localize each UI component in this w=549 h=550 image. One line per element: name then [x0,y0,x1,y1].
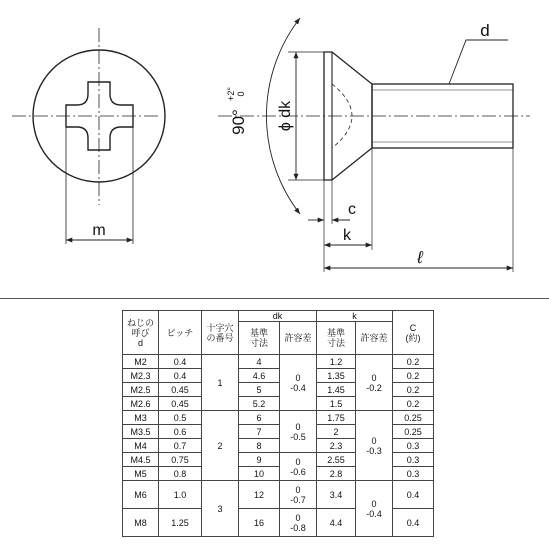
cell-name: M2.6 [123,397,159,411]
cell-dk: 7 [239,425,280,439]
dim-label-k: k [343,227,351,244]
header-dk-basic: 基準 寸法 [239,322,280,355]
cell-k-tol: 0 -0.4 [356,481,393,537]
cell-dk: 16 [239,509,280,537]
cell-c: 0.3 [393,439,434,453]
cell-k: 2.8 [317,467,356,481]
cell-dk: 4 [239,355,280,369]
cell-k: 1.45 [317,383,356,397]
cell-dk-tol: 0 -0.7 [280,481,317,509]
cell-pitch: 0.5 [159,411,202,425]
cell-c: 0.4 [393,481,434,509]
cell-pitch: 0.4 [159,369,202,383]
cell-name: M2 [123,355,159,369]
cell-c: 0.2 [393,397,434,411]
cell-name: M4 [123,439,159,453]
cell-pitch: 1.25 [159,509,202,537]
cell-k: 4.4 [317,509,356,537]
dim-label-m: m [92,222,106,239]
cell-name: M2.5 [123,383,159,397]
cell-pitch: 0.4 [159,355,202,369]
cell-k: 1.35 [317,369,356,383]
side-view [218,18,530,272]
cell-name: M8 [123,509,159,537]
cell-c: 0.2 [393,355,434,369]
header-cross: 十字穴 の番号 [202,311,239,355]
cell-name: M3 [123,411,159,425]
cell-cross: 1 [202,355,239,411]
cell-k-tol: 0 -0.3 [356,411,393,481]
cell-c: 0.4 [393,509,434,537]
cell-dk-tol: 0 -0.4 [280,355,317,411]
header-k-tolerance: 許容差 [356,322,393,355]
cell-pitch: 0.6 [159,425,202,439]
cell-dk: 6 [239,411,280,425]
cell-dk: 5 [239,383,280,397]
header-dk: dk [239,311,317,322]
cell-k: 2 [317,425,356,439]
cell-k: 2.55 [317,453,356,467]
angle-label: 90° [229,109,248,135]
cell-dk-tol: 0 -0.6 [280,453,317,481]
cell-cross: 3 [202,481,239,537]
cell-pitch: 0.45 [159,383,202,397]
dim-label-l: ℓ [417,248,423,267]
header-c: C (約) [393,311,434,355]
table-row [123,481,434,509]
cell-dk: 8 [239,439,280,453]
cell-pitch: 0.7 [159,439,202,453]
header-name: ねじの 呼び d [123,311,159,355]
cell-c: 0.2 [393,369,434,383]
cell-pitch: 0.45 [159,397,202,411]
d-leader-line [449,40,508,84]
cell-name: M6 [123,481,159,509]
cell-k: 1.75 [317,411,356,425]
cell-c: 0.25 [393,411,434,425]
dim-label-dk: ϕ dk [277,100,294,132]
cell-k: 1.5 [317,397,356,411]
dim-label-d: d [480,21,490,40]
cell-k: 1.2 [317,355,356,369]
front-view [12,28,165,244]
cell-dk: 9 [239,453,280,467]
cell-name: M4.5 [123,453,159,467]
cell-pitch: 1.0 [159,481,202,509]
screw-dimension-table [122,310,434,537]
cell-k: 2.3 [317,439,356,453]
angle-tol-plus: +2° [226,87,236,101]
cell-dk-tol: 0 -0.8 [280,509,317,537]
table-row [123,411,434,425]
cell-dk: 10 [239,467,280,481]
table-row [123,355,434,369]
section-divider [0,298,549,299]
header-k: k [317,311,393,322]
cell-dk: 12 [239,481,280,509]
cell-pitch: 0.8 [159,467,202,481]
header-pitch: ピッチ [159,311,202,355]
cell-pitch: 0.75 [159,453,202,467]
header-k-basic: 基準 寸法 [317,322,356,355]
cell-name: M5 [123,467,159,481]
cell-c: 0.3 [393,467,434,481]
dim-label-c: c [348,201,356,218]
cell-c: 0.3 [393,453,434,467]
cell-name: M3.5 [123,425,159,439]
cell-c: 0.2 [393,383,434,397]
angle-tol-zero: 0 [236,91,246,97]
cell-c: 0.25 [393,425,434,439]
cell-name: M2.3 [123,369,159,383]
cell-cross: 2 [202,411,239,481]
cell-dk-tol: 0 -0.5 [280,411,317,453]
header-dk-tolerance: 許容差 [280,322,317,355]
cell-dk: 4.6 [239,369,280,383]
angle-label-group [226,87,248,135]
cell-dk: 5.2 [239,397,280,411]
cell-k: 3.4 [317,481,356,509]
cell-k-tol: 0 -0.2 [356,355,393,411]
